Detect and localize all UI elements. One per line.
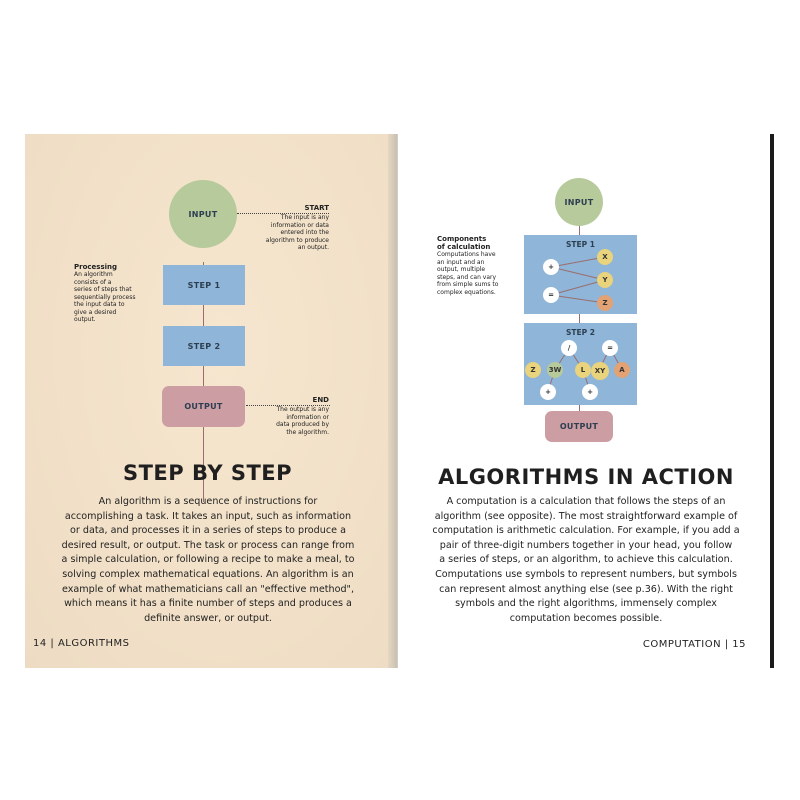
input-node	[555, 178, 603, 226]
body-line: can represent almost anything else (see p.36). With the right	[439, 583, 733, 595]
body-line: a series of steps, or an algorithm, to achieve this calculation.	[439, 554, 733, 566]
var-bubble: X	[597, 249, 613, 265]
var-bubble: Y	[597, 272, 613, 288]
step1-label: STEP 1	[566, 240, 595, 249]
body-line: a simple calculation, or following a recipe to make a meal, to	[61, 554, 355, 566]
right-body	[410, 495, 762, 626]
op-bubble: =	[602, 340, 618, 356]
input-label: INPUT	[564, 197, 594, 207]
end-line: information or	[286, 413, 329, 421]
var-bubble: XY	[591, 362, 609, 380]
body-line: An algorithm is a sequence of instructions for	[98, 496, 318, 507]
op-bubble: =	[543, 287, 559, 303]
end-line: the algorithm.	[286, 428, 329, 436]
body-line: computation becomes possible.	[509, 612, 663, 624]
start-line: algorithm to produce	[265, 236, 329, 244]
start-title: START	[304, 204, 329, 212]
op-bubble: +	[582, 384, 598, 400]
step1-label: STEP 1	[187, 280, 221, 290]
components-line: Computations have	[437, 251, 496, 258]
output-node	[545, 411, 613, 442]
processing-line: An algorithm	[74, 271, 113, 278]
left-heading: STEP BY STEP	[122, 461, 293, 485]
body-line: definite answer, or output.	[144, 612, 272, 624]
start-line: The input is any	[280, 214, 329, 221]
right-page	[398, 134, 774, 668]
processing-line: output.	[74, 316, 96, 323]
left-body	[33, 495, 383, 626]
body-line: Computations use symbols to represent numbers, but symbols	[435, 568, 737, 580]
processing-line: sequentially process	[74, 293, 136, 301]
components-title: of calculation	[437, 243, 491, 251]
step2-panel	[524, 323, 637, 405]
input-node	[169, 180, 237, 248]
body-line: pair of three-digit numbers together in your head, you follow	[439, 539, 733, 551]
components-line: complex equations.	[437, 288, 496, 296]
start-line: entered into the	[280, 229, 329, 236]
start-note	[257, 204, 329, 252]
step1-panel	[524, 235, 637, 314]
left-page	[25, 134, 390, 668]
var-bubble: L	[575, 362, 591, 378]
components-line: from simple sums to	[437, 281, 499, 288]
var-bubble: Z	[597, 295, 613, 311]
op-bubble: +	[543, 259, 559, 275]
body-line: which means it has a finite number of steps and produces a	[64, 598, 352, 610]
left-folio: 14 | ALGORITHMS	[33, 638, 130, 649]
var-bubble: 3W	[547, 362, 563, 378]
components-line: an input and an	[437, 258, 485, 266]
page-edge	[770, 134, 774, 668]
processing-line: give a desired	[74, 308, 117, 316]
body-line: symbols and the right algorithms, immensely complex	[455, 598, 717, 610]
processing-line: the input data to	[74, 301, 125, 308]
step1-connectors	[524, 235, 637, 314]
body-line: algorithm (see opposite). The most straightforward example of	[434, 510, 738, 522]
op-bubble: /	[561, 340, 577, 356]
step2-label: STEP 2	[566, 328, 595, 337]
processing-line: series of steps that	[74, 286, 132, 293]
body-line: example of what mathematicians call an "effective method",	[61, 583, 355, 595]
step2-label: STEP 2	[187, 341, 221, 351]
end-line: data produced by	[276, 421, 329, 428]
start-line: an output.	[297, 244, 329, 251]
input-label: INPUT	[188, 209, 218, 219]
step2-node	[163, 326, 245, 366]
components-line: steps, and can vary	[437, 273, 497, 281]
components-title: Components	[437, 235, 487, 243]
op-bubble: +	[540, 384, 556, 400]
body-line: or data, and processes it in a series of steps to produce a	[70, 525, 346, 537]
output-label: OUTPUT	[184, 402, 223, 411]
end-line: The output is any	[276, 406, 329, 413]
end-title: END	[312, 396, 329, 404]
body-line: computation is arithmetic calculation. For example, if you add a	[432, 525, 740, 537]
output-label: OUTPUT	[559, 422, 599, 431]
start-line: information or data	[270, 221, 329, 229]
right-heading: ALGORITHMS IN ACTION	[438, 465, 734, 489]
body-line: desired result, or output. The task or process can range from	[61, 539, 355, 551]
body-line: A computation is a calculation that follows the steps of an	[446, 496, 726, 507]
step1-node	[163, 265, 245, 305]
body-line: solving complex mathematical equations. An algorithm is an	[62, 568, 354, 580]
components-line: output, multiple	[437, 266, 486, 273]
processing-title: Processing	[74, 263, 118, 271]
output-node	[162, 386, 245, 427]
end-note	[262, 396, 329, 436]
var-bubble: A	[614, 362, 630, 378]
components-note	[437, 235, 517, 296]
var-bubble: Z	[525, 362, 541, 378]
processing-note	[74, 263, 154, 324]
body-line: accomplishing a task. It takes an input, such as information	[64, 510, 352, 522]
processing-line: consists of a	[74, 278, 112, 286]
right-folio: COMPUTATION | 15	[642, 639, 746, 650]
